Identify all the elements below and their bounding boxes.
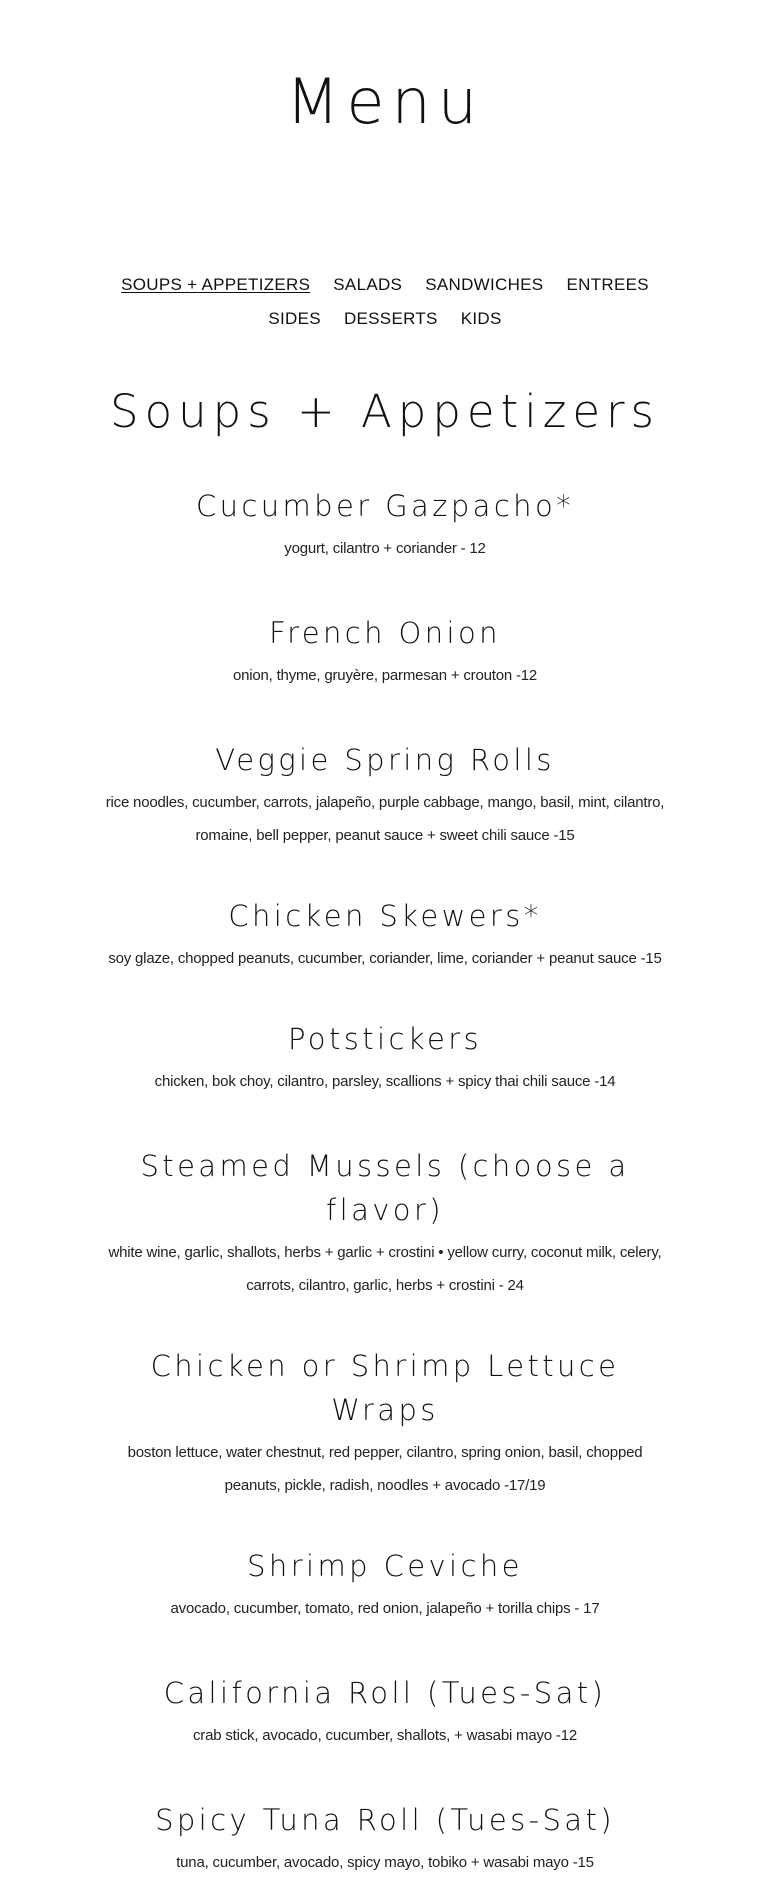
menu-item: [105, 1544, 665, 1625]
menu-item-description: rice noodles, cucumber, carrots, jalapeño, purple cabbage, mango, basil, mint, cilantro, romaine, bell pepper, peanut sauce + sweet chili sauce -15: [105, 794, 665, 844]
nav-salads[interactable]: SALADS: [333, 275, 403, 294]
nav-soups-appetizers[interactable]: SOUPS + APPETIZERS: [121, 275, 311, 294]
menu-item-name: Chicken Skewers*: [228, 899, 542, 933]
menu-item-name: Chicken or Shrimp Lettuce Wraps: [150, 1349, 620, 1427]
menu-item-name: Shrimp Ceviche: [247, 1549, 523, 1583]
section-title: Soups + Appetizers: [110, 385, 660, 438]
menu-category-nav: [85, 268, 685, 336]
menu-item-description: avocado, cucumber, tomato, red onion, jalapeño + torilla chips - 17: [170, 1600, 600, 1617]
menu-item-name: Veggie Spring Rolls: [215, 743, 555, 777]
menu-item-description: crab stick, avocado, cucumber, shallots, + wasabi mayo -12: [192, 1727, 577, 1744]
menu-item-name: French Onion: [269, 616, 501, 650]
nav-sides[interactable]: SIDES: [268, 309, 321, 328]
menu-item-description: onion, thyme, gruyère, parmesan + crouton -12: [232, 667, 538, 684]
menu-item-name: Spicy Tuna Roll (Tues-Sat): [155, 1803, 615, 1837]
menu-item: [105, 1144, 665, 1302]
menu-item-name: Cucumber Gazpacho*: [195, 489, 574, 523]
menu-item: [105, 1344, 665, 1502]
page-title: Menu: [285, 65, 485, 138]
nav-entrees[interactable]: ENTREES: [566, 275, 649, 294]
menu-item: [105, 1017, 665, 1098]
nav-row-1: [85, 268, 685, 302]
menu-item-description: chicken, bok choy, cilantro, parsley, scallions + spicy thai chili sauce -14: [154, 1073, 616, 1090]
menu-item-description: soy glaze, chopped peanuts, cucumber, coriander, lime, coriander + peanut sauce -15: [108, 950, 662, 967]
menu-item-description: boston lettuce, water chestnut, red pepper, cilantro, spring onion, basil, chopped peanuts, pickle, radish, noodles + avocado -17/19: [127, 1444, 643, 1494]
menu-item: [105, 611, 665, 692]
menu-item-list: [0, 484, 770, 1879]
menu-item: [105, 1798, 665, 1879]
menu-item-description: tuna, cucumber, avocado, spicy mayo, tobiko + wasabi mayo -15: [176, 1854, 594, 1871]
menu-item-name: Steamed Mussels (choose a flavor): [140, 1149, 630, 1227]
menu-item: [105, 484, 665, 565]
nav-kids[interactable]: KIDS: [460, 309, 502, 328]
menu-item-description: yogurt, cilantro + coriander - 12: [284, 540, 486, 557]
menu-item-name: California Roll (Tues-Sat): [163, 1676, 607, 1710]
menu-item: [105, 1671, 665, 1752]
menu-item-description: white wine, garlic, shallots, herbs + garlic + crostini • yellow curry, coconut milk, celery, carrots, cilantro, garlic, herbs + crostini - 24: [108, 1244, 662, 1294]
menu-item-name: Potstickers: [287, 1022, 483, 1056]
nav-desserts[interactable]: DESSERTS: [343, 309, 438, 328]
nav-row-2: [85, 302, 685, 336]
menu-item: [105, 894, 665, 975]
menu-item: [105, 738, 665, 852]
nav-sandwiches[interactable]: SANDWICHES: [425, 275, 544, 294]
